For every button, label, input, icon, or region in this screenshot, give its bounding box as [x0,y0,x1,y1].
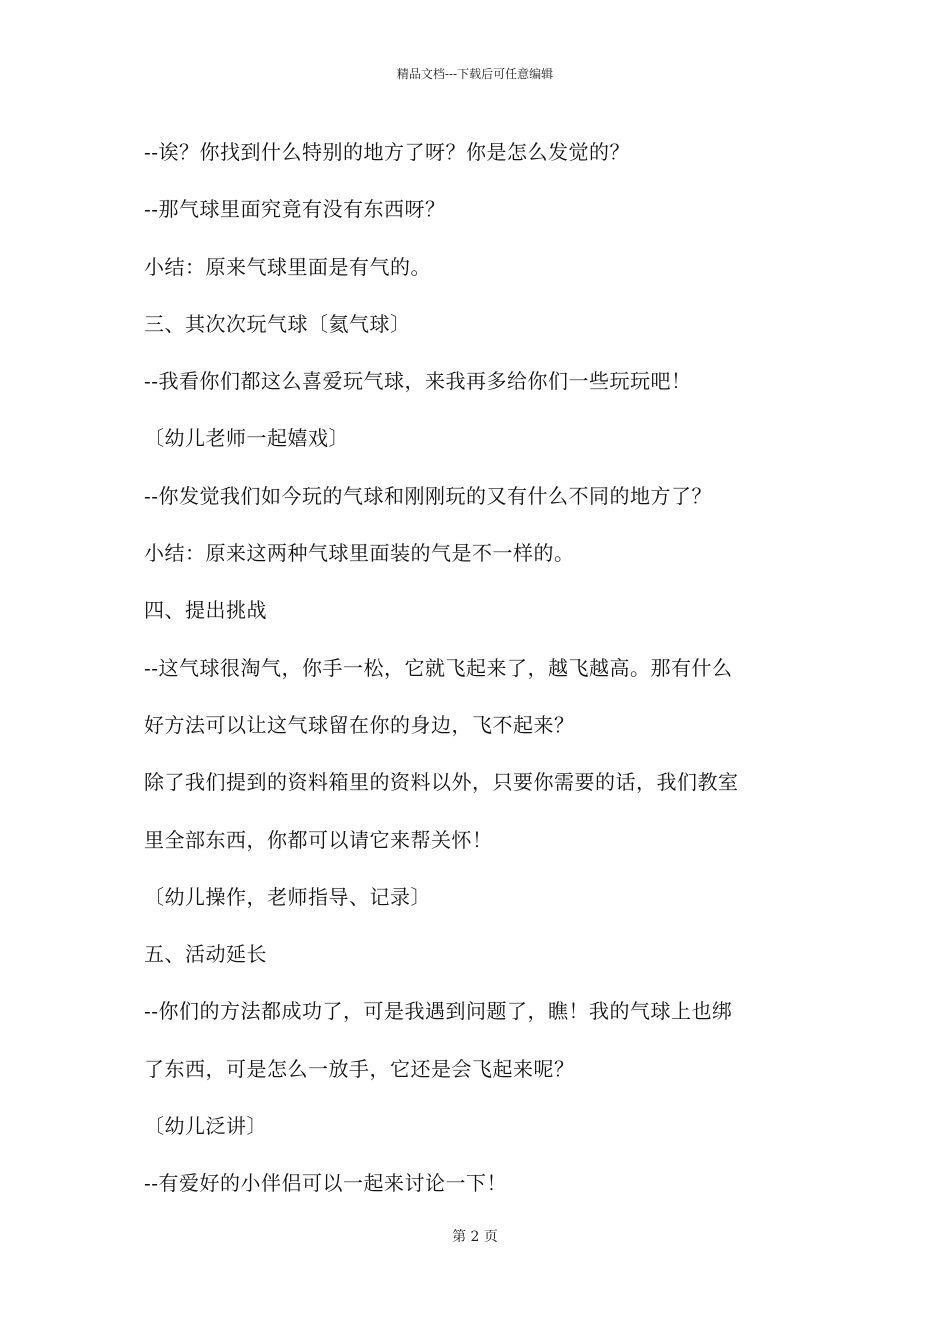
text-line: 〔幼儿老师一起嬉戏〕 [144,426,349,451]
text-line: 了东西，可是怎么一放手，它还是会飞起来呢？ [144,1056,575,1081]
text-line: --那气球里面究竟有没有东西呀？ [144,197,446,222]
text-line: --你们的方法都成功了，可是我遇到问题了，瞧！我的气球上也绑 [144,999,733,1024]
page-number: 第 2 页 [452,1229,498,1245]
document-body [144,132,814,1221]
text-line: 好方法可以让这气球留在你的身边，飞不起来？ [144,712,575,737]
text-line: 里全部东西，你都可以请它来帮关怀！ [144,827,493,852]
page-header: 精品文档---下载后可任意编辑 [396,67,554,81]
text-line: 小结：原来气球里面是有气的。 [144,254,431,279]
text-line: --诶？你找到什么特别的地方了呀？你是怎么发觉的？ [144,140,631,164]
section-heading: 五、活动延长 [144,942,267,967]
text-line: --这气球很淘气，你手一松，它就飞起来了，越飞越高。那有什么 [144,655,733,680]
text-line: 除了我们提到的资料箱里的资料以外，只要你需要的话，我们教室 [144,770,739,795]
section-heading: 三、其次次玩气球〔氦气球〕 [144,311,411,336]
text-line: --我看你们都这么喜爱玩气球，来我再多给你们一些玩玩吧！ [144,369,692,394]
text-line: --有爱好的小伴侣可以一起来讨论一下！ [144,1171,508,1196]
section-heading: 四、提出挑战 [144,598,267,623]
text-line: 〔幼儿操作，老师指导、记录〕 [144,884,431,909]
text-line: --你发觉我们如今玩的气球和刚刚玩的又有什么不同的地方了？ [144,483,713,508]
text-line: 小结：原来这两种气球里面装的气是不一样的。 [144,541,575,566]
text-line: 〔幼儿泛讲〕 [144,1114,267,1139]
